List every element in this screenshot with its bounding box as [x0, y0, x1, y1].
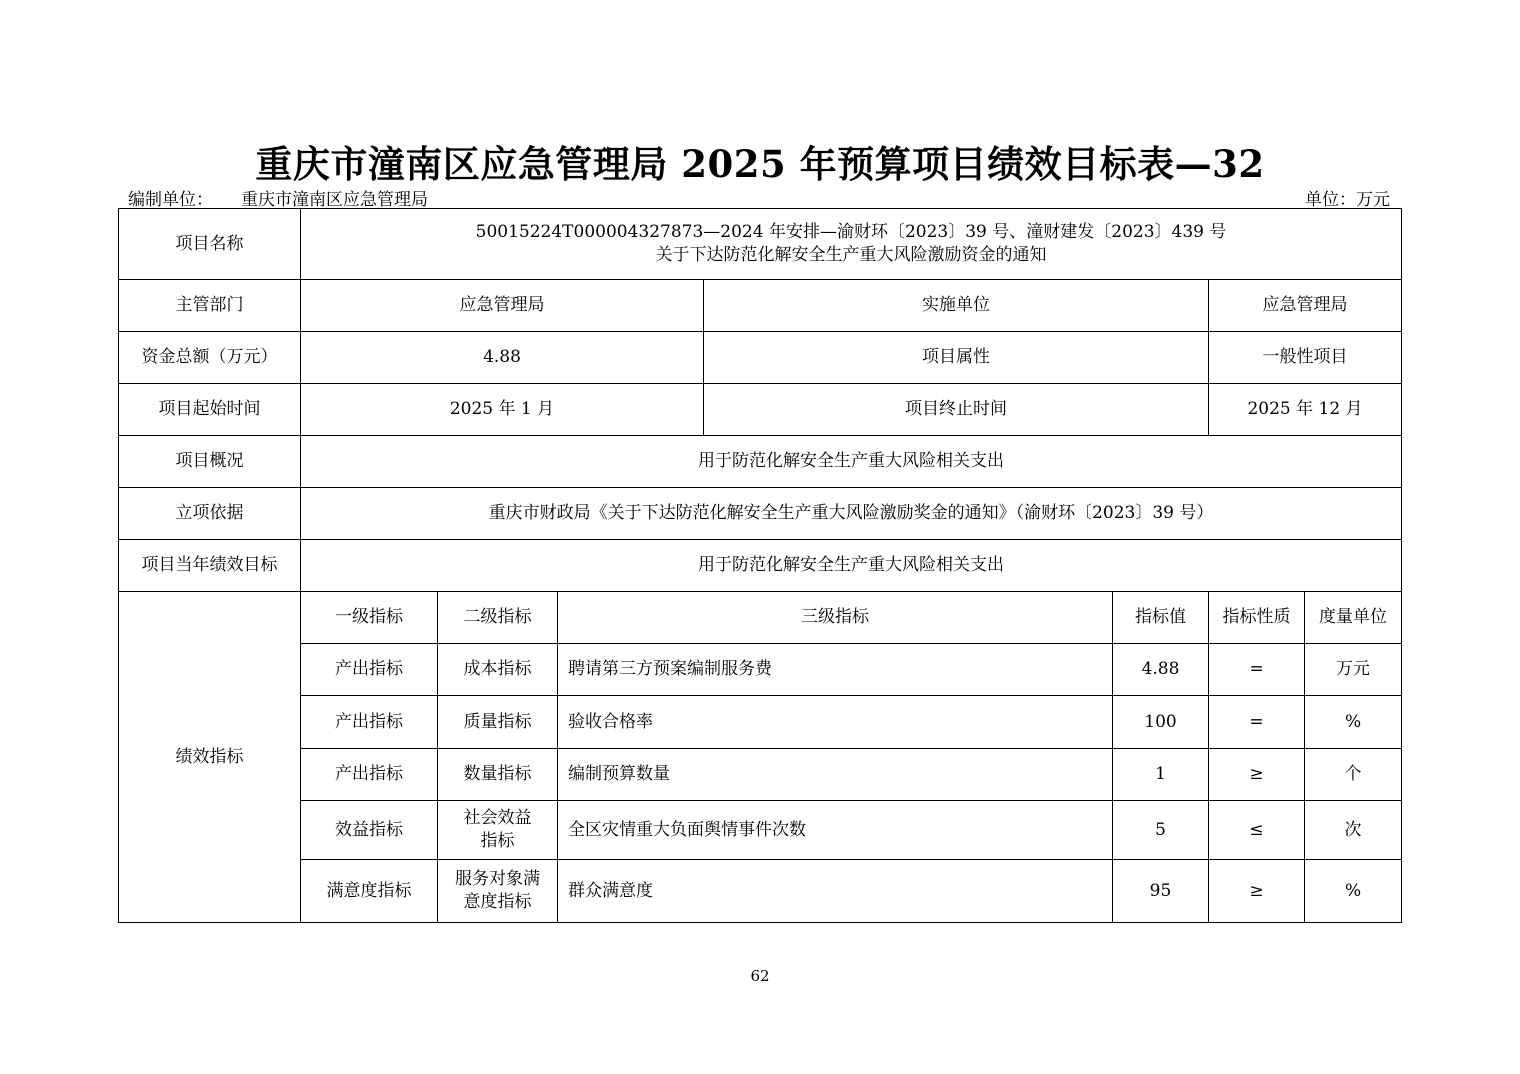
indicator-level2-line2: 指标	[480, 831, 515, 851]
indicator-level2	[438, 801, 558, 860]
indicator-unit: 个	[1305, 749, 1402, 801]
value-funds: 4.88	[301, 332, 704, 384]
indicator-unit: %	[1305, 860, 1402, 923]
indicator-level2: 质量指标	[438, 696, 558, 749]
indicator-level2	[438, 860, 558, 923]
indicator-level2-line1: 服务对象满	[455, 869, 540, 890]
row-overview	[119, 436, 1402, 488]
label-overview: 项目概况	[119, 436, 301, 488]
label-indicators: 绩效指标	[119, 592, 301, 923]
indicator-unit: %	[1305, 696, 1402, 749]
label-basis: 立项依据	[119, 488, 301, 540]
row-project-name	[119, 209, 1402, 280]
project-name-line2: 关于下达防范化解安全生产重大风险激励资金的通知	[655, 245, 1047, 265]
indicator-level2: 成本指标	[438, 644, 558, 696]
indicator-level1: 产出指标	[301, 644, 438, 696]
indicator-level3: 验收合格率	[558, 696, 1113, 749]
row-goal	[119, 540, 1402, 592]
indicator-row	[119, 860, 1402, 923]
indicator-level1: 效益指标	[301, 801, 438, 860]
header-unit: 度量单位	[1305, 592, 1402, 644]
indicator-unit: 次	[1305, 801, 1402, 860]
indicator-level1: 满意度指标	[301, 860, 438, 923]
compiler-line	[128, 185, 428, 210]
indicator-level1: 产出指标	[301, 749, 438, 801]
indicator-nature: =	[1209, 696, 1305, 749]
header-level3: 三级指标	[558, 592, 1113, 644]
row-time	[119, 384, 1402, 436]
indicator-value: 5	[1113, 801, 1209, 860]
indicator-value: 4.88	[1113, 644, 1209, 696]
row-funds	[119, 332, 1402, 384]
indicator-level3: 聘请第三方预案编制服务费	[558, 644, 1113, 696]
row-dept	[119, 280, 1402, 332]
indicator-value: 100	[1113, 696, 1209, 749]
indicator-nature: ≤	[1209, 801, 1305, 860]
value-goal: 用于防范化解安全生产重大风险相关支出	[301, 540, 1402, 592]
label-project-name: 项目名称	[119, 209, 301, 280]
project-name-line1: 50015224T000004327873—2024 年安排—渝财环〔2023〕39 号、潼财建发〔2023〕439 号	[475, 222, 1227, 243]
label-goal: 项目当年绩效目标	[119, 540, 301, 592]
indicator-unit: 万元	[1305, 644, 1402, 696]
indicator-value: 1	[1113, 749, 1209, 801]
indicator-nature: ≥	[1209, 749, 1305, 801]
page-number: 62	[750, 967, 770, 985]
compiler-label: 编制单位：	[128, 190, 213, 210]
indicator-level3: 编制预算数量	[558, 749, 1113, 801]
indicator-header-row	[119, 592, 1402, 644]
header-value: 指标值	[1113, 592, 1209, 644]
value-overview: 用于防范化解安全生产重大风险相关支出	[301, 436, 1402, 488]
value-dept: 应急管理局	[301, 280, 704, 332]
value-end-time: 2025 年 12 月	[1209, 384, 1402, 436]
label-start-time: 项目起始时间	[119, 384, 301, 436]
compiler-org: 重庆市潼南区应急管理局	[241, 190, 428, 210]
indicator-level2-line1: 社会效益	[463, 808, 532, 829]
header-level1: 一级指标	[301, 592, 438, 644]
value-impl-unit: 应急管理局	[1209, 280, 1402, 332]
label-end-time: 项目终止时间	[704, 384, 1209, 436]
label-impl-unit: 实施单位	[704, 280, 1209, 332]
performance-table	[118, 208, 1402, 923]
indicator-level2: 数量指标	[438, 749, 558, 801]
indicator-row	[119, 801, 1402, 860]
value-project-attr: 一般性项目	[1209, 332, 1402, 384]
indicator-nature: ≥	[1209, 860, 1305, 923]
header-nature: 指标性质	[1209, 592, 1305, 644]
indicator-row	[119, 644, 1402, 696]
row-basis	[119, 488, 1402, 540]
value-start-time: 2025 年 1 月	[301, 384, 704, 436]
indicator-level3: 群众满意度	[558, 860, 1113, 923]
label-funds: 资金总额（万元）	[119, 332, 301, 384]
indicator-row	[119, 749, 1402, 801]
unit-label: 单位：万元	[1305, 190, 1390, 210]
indicator-row	[119, 696, 1402, 749]
label-project-attr: 项目属性	[704, 332, 1209, 384]
indicator-nature: =	[1209, 644, 1305, 696]
label-dept: 主管部门	[119, 280, 301, 332]
header-level2: 二级指标	[438, 592, 558, 644]
indicator-value: 95	[1113, 860, 1209, 923]
value-project-name	[301, 209, 1402, 280]
indicator-level1: 产出指标	[301, 696, 438, 749]
page-title: 重庆市潼南区应急管理局 2025 年预算项目绩效目标表—32	[255, 142, 1265, 186]
indicator-level3: 全区灾情重大负面舆情事件次数	[558, 801, 1113, 860]
indicator-level2-line2: 意度指标	[463, 892, 532, 912]
value-basis: 重庆市财政局《关于下达防范化解安全生产重大风险激励奖金的通知》（渝财环〔2023〕39 号）	[301, 488, 1402, 540]
